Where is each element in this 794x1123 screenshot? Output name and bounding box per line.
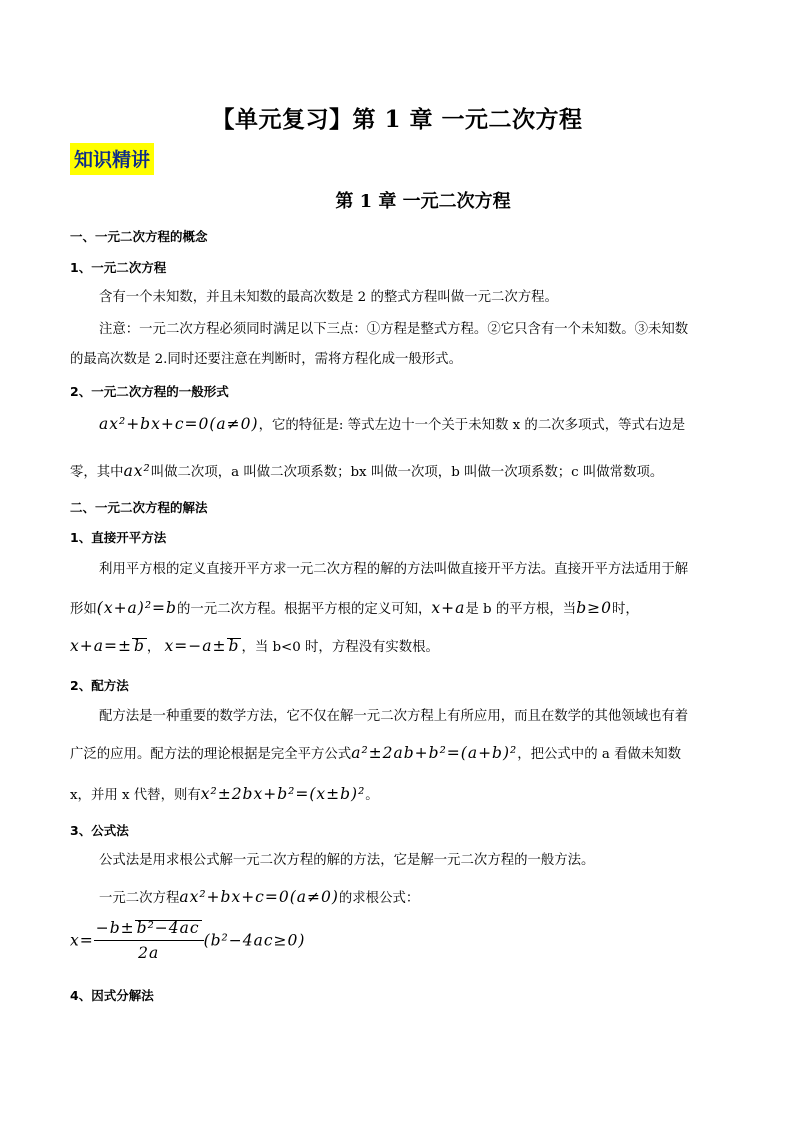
formula-method-text-2: 的求根公式： <box>338 891 420 906</box>
general-form-equation: ax²+bx+c=0(a≠0) <box>99 415 259 433</box>
formula-x-plus-a-root <box>70 637 147 655</box>
section-badge: 知识精讲 <box>70 143 154 175</box>
general-form-line-2 <box>70 461 663 483</box>
quadratic-term-formula: ax² <box>123 462 151 480</box>
direct-root-prefix: 形如 <box>70 602 97 617</box>
numerator-prefix: −b± <box>95 919 135 937</box>
direct-root-text-3: 时， <box>611 602 639 617</box>
subheading-definition: 1、一元二次方程 <box>70 260 167 275</box>
direct-root-conclusion: ，当 b<0 时，方程没有实数根。 <box>241 640 439 655</box>
discriminant-condition: (b²−4ac≥0) <box>203 931 306 950</box>
sqrt-b-2: b <box>228 637 240 655</box>
completing-square-line-2 <box>70 743 681 765</box>
completing-square-text-2: ，把公式中的 a 看做未知数 <box>517 747 682 762</box>
formula-separator: ， <box>146 640 161 655</box>
completing-square-text-1: 广泛的应用。配方法的理论根据是完全平方公式 <box>70 747 352 762</box>
formula-x-root <box>165 637 242 655</box>
direct-root-line-1: 利用平方根的定义直接开平方求一元二次方程的解的方法叫做直接开平方法。直接开平方法适用于解 <box>99 562 689 577</box>
chapter-heading: 第 1 章 一元二次方程 <box>335 191 511 212</box>
document-title: 【单元复习】第 1 章 一元二次方程 <box>211 106 583 133</box>
subheading-general-form: 2、一元二次方程的一般形式 <box>70 384 229 399</box>
note-line-1: 注意：一元二次方程必须同时满足以下三点：①方程是整式方程。②它只含有一个未知数。③未知数 <box>99 322 689 337</box>
formula-perfect-square: a²±2ab+b²=(a+b)² <box>351 744 518 762</box>
formula-square-equals-b: (x+a)²=b <box>96 599 177 617</box>
general-form-prefix: 零，其中 <box>70 465 124 480</box>
general-form-text: ，它的特征是: 等式左边十一个关于未知数 x 的二次多项式，等式右边是 <box>258 418 686 433</box>
fraction-numerator <box>94 918 204 941</box>
section-heading-concept: 一、一元二次方程的概念 <box>70 229 208 244</box>
completing-square-period: 。 <box>365 788 379 803</box>
section-heading-solutions: 二、一元二次方程的解法 <box>70 500 208 515</box>
formula-x-perfect-square: x²±2bx+b²=(x±b)² <box>200 785 366 803</box>
quadratic-fraction <box>94 918 204 963</box>
quadratic-formula <box>70 918 305 963</box>
note-line-2: 的最高次数是 2.同时还要注意在判断时，需将方程化成一般形式。 <box>70 352 462 367</box>
sqrt-b: b <box>133 637 145 655</box>
formula-x-root-lhs: x=−a± <box>164 637 227 655</box>
general-form-line-1 <box>99 414 685 436</box>
completing-square-text-3: x，并用 x 代替，则有 <box>70 788 201 803</box>
direct-root-line-2 <box>70 598 639 620</box>
formula-x-plus-a-root-lhs: x+a=± <box>70 637 132 655</box>
fraction-denominator: 2a <box>138 944 160 962</box>
subheading-completing-square: 2、配方法 <box>70 678 129 693</box>
direct-root-text-2: 是 b 的平方根，当 <box>465 602 577 617</box>
subheading-formula-method: 3、公式法 <box>70 823 129 838</box>
formula-general-equation: ax²+bx+c=0(a≠0) <box>179 888 339 906</box>
formula-x-equals: x= <box>70 931 94 950</box>
direct-root-text-1: 的一元二次方程。根据平方根的定义可知， <box>176 602 432 617</box>
formula-b-nonnegative: b≥0 <box>576 599 612 617</box>
formula-method-line-2 <box>99 887 419 909</box>
direct-root-line-3 <box>70 636 439 658</box>
definition-paragraph: 含有一个未知数，并且未知数的最高次数是 2 的整式方程叫做一元二次方程。 <box>99 290 558 305</box>
formula-x-plus-a: x+a <box>431 599 466 617</box>
formula-method-text-1: 一元二次方程 <box>99 891 180 906</box>
discriminant-sqrt: b²−4ac <box>136 919 200 937</box>
subheading-direct-root: 1、直接开平方法 <box>70 530 167 545</box>
completing-square-line-3 <box>70 784 379 806</box>
completing-square-line-1: 配方法是一种重要的数学方法，它不仅在解一元二次方程上有所应用，而且在数学的其他领域也有着 <box>99 709 689 724</box>
subheading-factoring: 4、因式分解法 <box>70 988 154 1003</box>
formula-method-line-1: 公式法是用求根公式解一元二次方程的解的方法，它是解一元二次方程的一般方法。 <box>99 853 595 868</box>
general-form-explanation: 叫做二次项，a 叫做二次项系数；bx 叫做一次项，b 叫做一次项系数；c 叫做常数项。 <box>150 465 664 480</box>
